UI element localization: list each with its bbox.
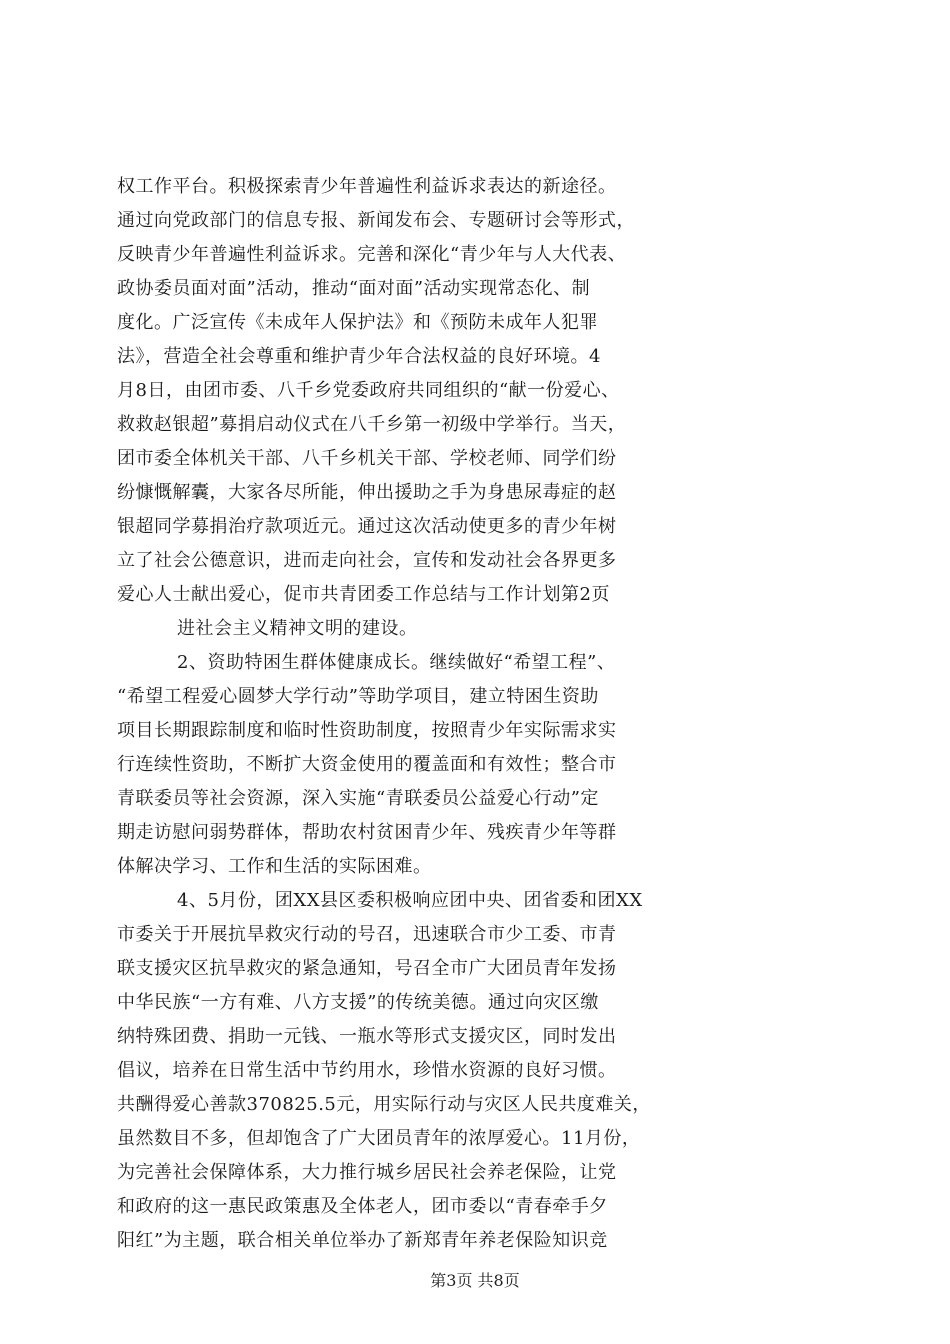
text-line: 体解决学习、工作和生活的实际困难。 <box>117 856 432 877</box>
text-line: 救救赵银超”募捐启动仪式在八千乡第一初级中学举行。当天， <box>117 414 627 435</box>
paragraph-start: 4、5月份，团XX县区委积极响应团中央、团省委和团XX <box>177 890 643 911</box>
text-line: 进社会主义精神文明的建设。 <box>177 618 418 639</box>
text-line: 纳特殊团费、捐助一元钱、一瓶水等形式支援灾区，同时发出 <box>117 1026 617 1047</box>
text-line: 团市委全体机关干部、八千乡机关干部、学校老师、同学们纷 <box>117 448 617 469</box>
text-line: 政协委员面对面”活动，推动“面对面”活动实现常态化、制 <box>117 278 591 299</box>
text-line: 权工作平台。积极探索青少年普遍性利益诉求表达的新途径。 <box>117 176 617 197</box>
text-line: 通过向党政部门的信息专报、新闻发布会、专题研讨会等形式， <box>117 210 635 231</box>
text-line: 银超同学募捐治疗款项近元。通过这次活动使更多的青少年树 <box>117 516 617 537</box>
paragraph-start: 2、资助特困生群体健康成长。继续做好“希望工程”、 <box>177 652 616 673</box>
text-line: 立了社会公德意识，进而走向社会，宣传和发动社会各界更多 <box>117 550 617 571</box>
text-line: 联支援灾区抗旱救灾的紧急通知，号召全市广大团员青年发扬 <box>117 958 617 979</box>
text-line: 反映青少年普遍性利益诉求。完善和深化“青少年与人大代表、 <box>117 244 627 265</box>
text-line: 虽然数目不多，但却饱含了广大团员青年的浓厚爱心。11月份， <box>117 1128 641 1149</box>
text-line: 为完善社会保障体系，大力推行城乡居民社会养老保险，让党 <box>117 1162 617 1183</box>
text-line: 中华民族“一方有难、八方支援”的传统美德。通过向灾区缴 <box>117 992 599 1013</box>
text-line: 共酬得爱心善款370825.5元，用实际行动与灾区人民共度难关， <box>117 1094 651 1115</box>
text-line: 行连续性资助，不断扩大资金使用的覆盖面和有效性；整合市 <box>117 754 617 775</box>
text-line: 青联委员等社会资源，深入实施“青联委员公益爱心行动”定 <box>117 788 599 809</box>
text-line: 爱心人士献出爱心，促市共青团委工作总结与工作计划第2页 <box>117 584 610 605</box>
text-line: 项目长期跟踪制度和临时性资助制度，按照青少年实际需求实 <box>117 720 617 741</box>
text-line: 和政府的这一惠民政策惠及全体老人，团市委以“青春牵手夕 <box>117 1196 608 1217</box>
text-line: 法》，营造全社会尊重和维护青少年合法权益的良好环境。4 <box>117 346 601 367</box>
text-line: 月8日，由团市委、八千乡党委政府共同组织的“献一份爱心、 <box>117 380 620 401</box>
text-line: 阳红”为主题，联合相关单位举办了新郑青年养老保险知识竞 <box>117 1230 608 1251</box>
text-line: 度化。广泛宣传《未成年人保护法》和《预防未成年人犯罪 <box>117 312 598 333</box>
text-line: 纷慷慨解囊，大家各尽所能，伸出援助之手为身患尿毒症的赵 <box>117 482 617 503</box>
text-line: 倡议，培养在日常生活中节约用水，珍惜水资源的良好习惯。 <box>117 1060 617 1081</box>
page-footer: 第3页 共8页 <box>430 1271 520 1290</box>
text-line: “希望工程爱心圆梦大学行动”等助学项目，建立特困生资助 <box>117 686 599 707</box>
text-line: 市委关于开展抗旱救灾行动的号召，迅速联合市少工委、市青 <box>117 924 617 945</box>
text-line: 期走访慰问弱势群体，帮助农村贫困青少年、残疾青少年等群 <box>117 822 617 843</box>
